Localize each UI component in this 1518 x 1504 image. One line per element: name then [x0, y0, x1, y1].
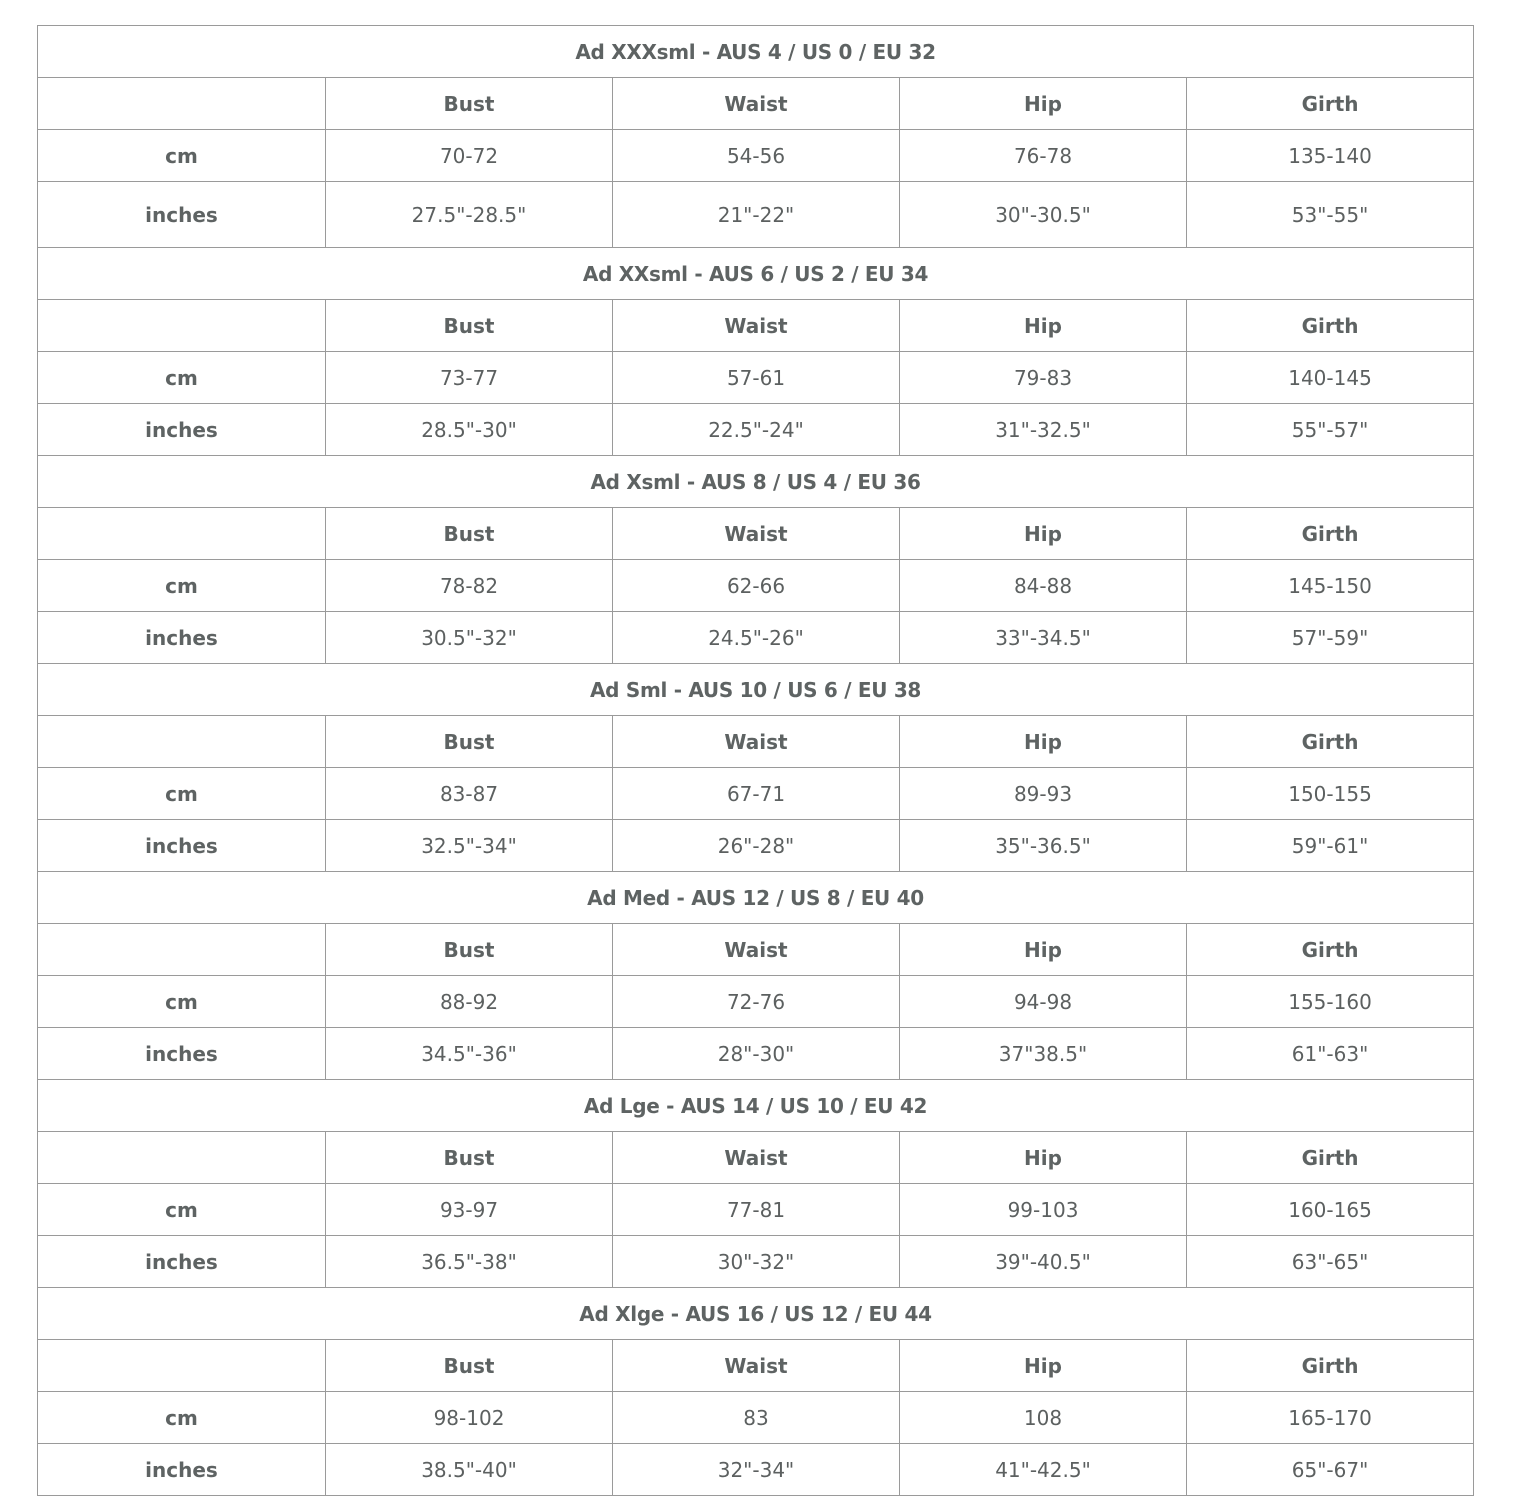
- column-header-empty: [38, 716, 326, 768]
- measurement-value-girth: 140-145: [1187, 352, 1474, 404]
- column-header-waist: Waist: [613, 78, 900, 130]
- unit-label-inches: inches: [38, 1444, 326, 1496]
- size-title: Ad Sml - AUS 10 / US 6 / EU 38: [38, 664, 1474, 716]
- size-title: Ad XXXsml - AUS 4 / US 0 / EU 32: [38, 26, 1474, 78]
- column-header-bust: Bust: [326, 924, 613, 976]
- column-header-bust: Bust: [326, 716, 613, 768]
- column-header-hip: Hip: [900, 508, 1187, 560]
- measurement-value-hip: 33"-34.5": [900, 612, 1187, 664]
- measurement-value-waist: 32"-34": [613, 1444, 900, 1496]
- measurement-value-hip: 84-88: [900, 560, 1187, 612]
- measurement-value-girth: 61"-63": [1187, 1028, 1474, 1080]
- measurement-value-girth: 53"-55": [1187, 182, 1474, 248]
- column-header-row: [38, 924, 1474, 976]
- unit-label-cm: cm: [38, 1184, 326, 1236]
- column-header-hip: Hip: [900, 924, 1187, 976]
- measurement-value-waist: 24.5"-26": [613, 612, 900, 664]
- measurement-value-bust: 93-97: [326, 1184, 613, 1236]
- unit-label-inches: inches: [38, 182, 326, 248]
- measurement-value-waist: 21"-22": [613, 182, 900, 248]
- measurement-value-bust: 38.5"-40": [326, 1444, 613, 1496]
- column-header-empty: [38, 924, 326, 976]
- unit-label-inches: inches: [38, 820, 326, 872]
- measurement-row-cm: [38, 560, 1474, 612]
- unit-label-inches: inches: [38, 612, 326, 664]
- size-chart-table: [37, 25, 1474, 1496]
- column-header-waist: Waist: [613, 300, 900, 352]
- measurement-value-girth: 65"-67": [1187, 1444, 1474, 1496]
- column-header-girth: Girth: [1187, 716, 1474, 768]
- measurement-value-girth: 55"-57": [1187, 404, 1474, 456]
- size-title-row: [38, 664, 1474, 716]
- column-header-hip: Hip: [900, 300, 1187, 352]
- column-header-empty: [38, 1132, 326, 1184]
- measurement-value-bust: 36.5"-38": [326, 1236, 613, 1288]
- measurement-value-bust: 32.5"-34": [326, 820, 613, 872]
- column-header-girth: Girth: [1187, 300, 1474, 352]
- column-header-empty: [38, 1340, 326, 1392]
- column-header-bust: Bust: [326, 508, 613, 560]
- measurement-value-waist: 30"-32": [613, 1236, 900, 1288]
- unit-label-cm: cm: [38, 130, 326, 182]
- measurement-value-waist: 83: [613, 1392, 900, 1444]
- measurement-value-waist: 72-76: [613, 976, 900, 1028]
- size-chart-body: [38, 26, 1474, 1496]
- unit-label-inches: inches: [38, 404, 326, 456]
- column-header-bust: Bust: [326, 300, 613, 352]
- measurement-row-inches: [38, 404, 1474, 456]
- measurement-value-hip: 89-93: [900, 768, 1187, 820]
- measurement-row-inches: [38, 820, 1474, 872]
- measurement-row-cm: [38, 976, 1474, 1028]
- unit-label-cm: cm: [38, 768, 326, 820]
- unit-label-cm: cm: [38, 976, 326, 1028]
- measurement-row-inches: [38, 612, 1474, 664]
- column-header-girth: Girth: [1187, 508, 1474, 560]
- column-header-row: [38, 1132, 1474, 1184]
- measurement-value-hip: 76-78: [900, 130, 1187, 182]
- column-header-row: [38, 78, 1474, 130]
- measurement-value-girth: 165-170: [1187, 1392, 1474, 1444]
- measurement-value-hip: 79-83: [900, 352, 1187, 404]
- measurement-value-girth: 59"-61": [1187, 820, 1474, 872]
- measurement-value-girth: 57"-59": [1187, 612, 1474, 664]
- column-header-empty: [38, 300, 326, 352]
- measurement-row-cm: [38, 352, 1474, 404]
- measurement-value-girth: 63"-65": [1187, 1236, 1474, 1288]
- column-header-hip: Hip: [900, 1132, 1187, 1184]
- column-header-empty: [38, 78, 326, 130]
- column-header-girth: Girth: [1187, 1132, 1474, 1184]
- column-header-hip: Hip: [900, 716, 1187, 768]
- measurement-value-waist: 77-81: [613, 1184, 900, 1236]
- column-header-hip: Hip: [900, 78, 1187, 130]
- unit-label-cm: cm: [38, 560, 326, 612]
- measurement-value-waist: 54-56: [613, 130, 900, 182]
- column-header-bust: Bust: [326, 1340, 613, 1392]
- size-title: Ad Med - AUS 12 / US 8 / EU 40: [38, 872, 1474, 924]
- measurement-value-hip: 39"-40.5": [900, 1236, 1187, 1288]
- column-header-waist: Waist: [613, 924, 900, 976]
- column-header-row: [38, 716, 1474, 768]
- measurement-value-bust: 83-87: [326, 768, 613, 820]
- measurement-value-bust: 28.5"-30": [326, 404, 613, 456]
- measurement-value-waist: 62-66: [613, 560, 900, 612]
- measurement-value-girth: 145-150: [1187, 560, 1474, 612]
- measurement-value-girth: 155-160: [1187, 976, 1474, 1028]
- measurement-row-cm: [38, 768, 1474, 820]
- measurement-value-waist: 22.5"-24": [613, 404, 900, 456]
- measurement-value-bust: 73-77: [326, 352, 613, 404]
- measurement-row-cm: [38, 1392, 1474, 1444]
- measurement-row-cm: [38, 130, 1474, 182]
- column-header-bust: Bust: [326, 78, 613, 130]
- measurement-value-girth: 150-155: [1187, 768, 1474, 820]
- column-header-bust: Bust: [326, 1132, 613, 1184]
- measurement-value-waist: 57-61: [613, 352, 900, 404]
- column-header-hip: Hip: [900, 1340, 1187, 1392]
- measurement-value-hip: 37"38.5": [900, 1028, 1187, 1080]
- column-header-waist: Waist: [613, 508, 900, 560]
- measurement-row-cm: [38, 1184, 1474, 1236]
- size-title: Ad XXsml - AUS 6 / US 2 / EU 34: [38, 248, 1474, 300]
- unit-label-inches: inches: [38, 1236, 326, 1288]
- size-title: Ad Xsml - AUS 8 / US 4 / EU 36: [38, 456, 1474, 508]
- size-title: Ad Lge - AUS 14 / US 10 / EU 42: [38, 1080, 1474, 1132]
- column-header-row: [38, 508, 1474, 560]
- column-header-row: [38, 1340, 1474, 1392]
- measurement-value-hip: 41"-42.5": [900, 1444, 1187, 1496]
- measurement-value-waist: 67-71: [613, 768, 900, 820]
- measurement-row-inches: [38, 1028, 1474, 1080]
- measurement-value-bust: 27.5"-28.5": [326, 182, 613, 248]
- measurement-value-hip: 108: [900, 1392, 1187, 1444]
- measurement-value-bust: 78-82: [326, 560, 613, 612]
- unit-label-cm: cm: [38, 1392, 326, 1444]
- measurement-value-bust: 70-72: [326, 130, 613, 182]
- size-title: Ad Xlge - AUS 16 / US 12 / EU 44: [38, 1288, 1474, 1340]
- unit-label-inches: inches: [38, 1028, 326, 1080]
- unit-label-cm: cm: [38, 352, 326, 404]
- column-header-waist: Waist: [613, 716, 900, 768]
- column-header-girth: Girth: [1187, 1340, 1474, 1392]
- measurement-row-inches: [38, 1444, 1474, 1496]
- size-title-row: [38, 872, 1474, 924]
- column-header-row: [38, 300, 1474, 352]
- measurement-value-waist: 28"-30": [613, 1028, 900, 1080]
- measurement-value-bust: 98-102: [326, 1392, 613, 1444]
- column-header-girth: Girth: [1187, 78, 1474, 130]
- measurement-value-waist: 26"-28": [613, 820, 900, 872]
- size-title-row: [38, 248, 1474, 300]
- measurement-value-hip: 31"-32.5": [900, 404, 1187, 456]
- measurement-value-hip: 94-98: [900, 976, 1187, 1028]
- measurement-value-hip: 30"-30.5": [900, 182, 1187, 248]
- size-title-row: [38, 1288, 1474, 1340]
- measurement-value-bust: 34.5"-36": [326, 1028, 613, 1080]
- measurement-value-girth: 135-140: [1187, 130, 1474, 182]
- measurement-value-hip: 99-103: [900, 1184, 1187, 1236]
- measurement-value-bust: 88-92: [326, 976, 613, 1028]
- column-header-girth: Girth: [1187, 924, 1474, 976]
- measurement-row-inches: [38, 1236, 1474, 1288]
- column-header-waist: Waist: [613, 1132, 900, 1184]
- size-title-row: [38, 26, 1474, 78]
- column-header-waist: Waist: [613, 1340, 900, 1392]
- size-title-row: [38, 1080, 1474, 1132]
- measurement-row-inches: [38, 182, 1474, 248]
- size-title-row: [38, 456, 1474, 508]
- column-header-empty: [38, 508, 326, 560]
- measurement-value-girth: 160-165: [1187, 1184, 1474, 1236]
- measurement-value-hip: 35"-36.5": [900, 820, 1187, 872]
- measurement-value-bust: 30.5"-32": [326, 612, 613, 664]
